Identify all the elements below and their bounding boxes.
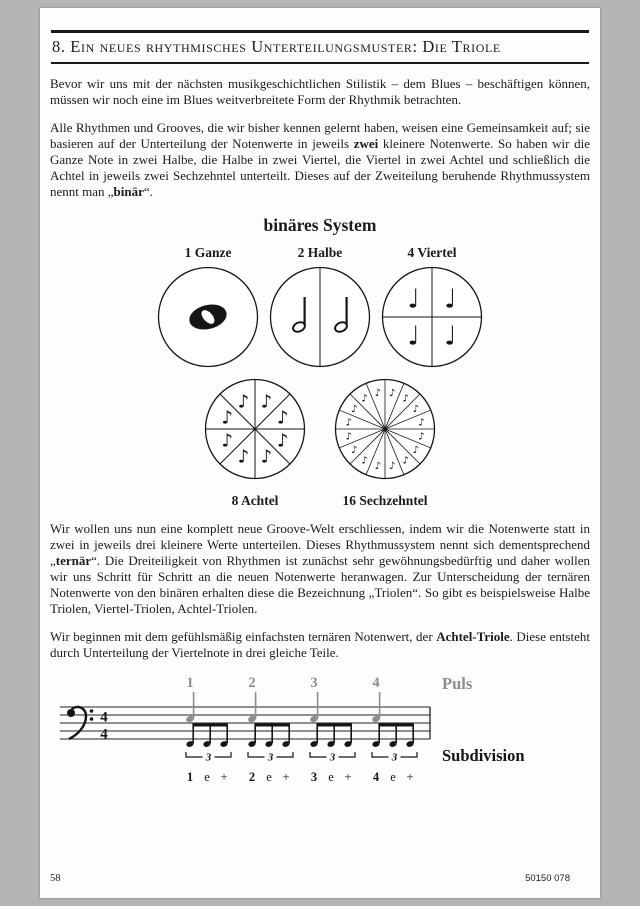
sixteenth-note-icon: ♪ bbox=[361, 455, 368, 467]
triplet-bracket bbox=[277, 752, 294, 757]
beat-number: 3 bbox=[310, 675, 318, 691]
paragraph-blues-intro bbox=[50, 76, 590, 108]
eighth-notes-circle bbox=[203, 377, 307, 486]
triplet-number: 3 bbox=[267, 751, 274, 764]
chapter-heading-block bbox=[51, 30, 589, 64]
page-number: 58 bbox=[50, 873, 61, 884]
note-circles-row-bottom bbox=[50, 377, 590, 509]
text-segment: Alle Rhythmen und Grooves, die wir bisher kennen gelernt haben, weisen eine Gemeinsamkeit auf; sie basieren auf der Unterteilung der Notenwerte in jeweils bbox=[50, 120, 590, 151]
chapter-title: 8. Ein neues rhythmisches Unterteilungsmuster: Die Triole bbox=[52, 37, 501, 56]
beat-number: 2 bbox=[248, 675, 256, 691]
quarter-note-icon: ♩ bbox=[444, 321, 457, 352]
sixteenth-note-icon: ♪ bbox=[345, 431, 352, 443]
sixteenth-note-icon: ♪ bbox=[412, 445, 419, 457]
counting-syllable: + bbox=[406, 770, 414, 784]
counting-syllable: 4 bbox=[372, 770, 380, 784]
page-content bbox=[40, 30, 600, 796]
catalog-number: 50150 078 bbox=[525, 873, 570, 884]
eighth-note-icon: ♪ bbox=[237, 446, 250, 468]
bold-text-segment: binär bbox=[113, 184, 144, 199]
eighth-note-icon: ♪ bbox=[237, 391, 250, 413]
triplet-notation-diagram bbox=[50, 673, 590, 796]
note-circle-svg bbox=[203, 377, 307, 481]
eighth-note-icon: ♪ bbox=[221, 430, 234, 452]
counting-syllable: e bbox=[328, 770, 334, 784]
note-circle-svg bbox=[380, 265, 484, 369]
circle-label-viertel: 4 Viertel bbox=[407, 245, 457, 260]
bold-text-segment: zwei bbox=[353, 136, 379, 151]
paragraph-ternary-system bbox=[50, 521, 590, 617]
triplet-bracket bbox=[310, 752, 327, 757]
book-page bbox=[40, 8, 600, 898]
sixteenth-note-icon: ♪ bbox=[351, 445, 358, 457]
triplet-bracket bbox=[215, 752, 232, 757]
counting-syllable: 1 bbox=[186, 770, 194, 784]
paragraph-binary-system bbox=[50, 120, 590, 200]
quarter-note-icon: ♩ bbox=[407, 284, 420, 315]
sixteenth-note-icon: ♪ bbox=[389, 460, 396, 472]
paragraph-achtel-triole bbox=[50, 629, 590, 661]
counting-syllable: e bbox=[390, 770, 396, 784]
text-segment: kleinere Notenwerte. So haben wir die Ganze Note in zwei Halbe, die Halbe in zwei Viertel, die Viertel in zwei Achtel und schließlich die Achtel in jeweils zwei Sechzehntel unterteilt. Dieses auf der Zweiteilung beruhende Rhythmussystem nennt man „ bbox=[50, 136, 590, 199]
eighth-note-icon: ♪ bbox=[276, 430, 289, 452]
time-signature-bottom: 4 bbox=[100, 726, 108, 743]
sixteenth-note-icon: ♪ bbox=[351, 403, 358, 415]
sixteenth-note-icon: ♪ bbox=[374, 460, 381, 472]
note-circles-row-top bbox=[50, 245, 590, 374]
sixteenth-note-icon: ♪ bbox=[389, 388, 396, 400]
sixteenth-note-icon: ♪ bbox=[418, 417, 425, 429]
sixteenth-note-icon: ♪ bbox=[402, 393, 409, 405]
staff-notation-svg bbox=[50, 673, 570, 791]
eighth-note-icon: ♪ bbox=[276, 407, 289, 429]
circle-block-sechzehntel bbox=[333, 377, 437, 509]
quarter-note-icon: ♩ bbox=[407, 321, 420, 352]
counting-syllable: + bbox=[220, 770, 228, 784]
eighth-note-icon: ♪ bbox=[260, 391, 273, 413]
quarter-notes-circle bbox=[380, 265, 484, 374]
circle-block-halbe bbox=[268, 245, 372, 374]
circle-block-viertel bbox=[380, 245, 484, 374]
circle-label-halbe: 2 Halbe bbox=[297, 245, 343, 260]
sixteenth-note-icon: ♪ bbox=[374, 388, 381, 400]
triplet-bracket bbox=[248, 752, 265, 757]
text-segment: Bevor wir uns mit der nächsten musikgeschichtlichen Stilistik – dem Blues – beschäftigen können, müssen wir noch eine im Blues weitverbreitete Form der Rhythmik betrachten. bbox=[50, 76, 590, 107]
eighth-note-icon: ♪ bbox=[221, 407, 234, 429]
beat-number: 1 bbox=[186, 675, 194, 691]
counting-syllable: e bbox=[204, 770, 210, 784]
sixteenth-note-icon: ♪ bbox=[361, 393, 368, 405]
triplet-number: 3 bbox=[329, 751, 336, 764]
beat-number: 4 bbox=[372, 675, 380, 691]
binary-system-title: binäres System bbox=[263, 215, 377, 235]
sixteenth-note-icon: ♪ bbox=[402, 455, 409, 467]
text-segment: “. bbox=[143, 184, 153, 199]
bold-text-segment: Achtel-Triole bbox=[436, 629, 510, 644]
triplet-bracket bbox=[339, 752, 356, 757]
counting-syllable: 3 bbox=[310, 770, 318, 784]
text-segment: “. Die Dreiteiligkeit von Rhythmen ist zunächst sehr gewöhnungsbedürftig und daher wollen wir uns Schritt für Schritt an die neuen Notenwerte heranwagen. Zur Unterscheidung der ternären Notenwerte von den binären erhalten diese die Bezeichnung „Triolen“. So gibt es beispielsweise Halbe Triolen, Viertel-Triolen, Achtel-Triolen. bbox=[50, 553, 590, 616]
pulse-label: Puls bbox=[442, 674, 473, 693]
circle-block-ganze bbox=[156, 245, 260, 374]
counting-syllable: + bbox=[282, 770, 290, 784]
time-signature-top: 4 bbox=[100, 709, 108, 726]
subdivision-label: Subdivision bbox=[442, 746, 525, 765]
sixteenth-note-icon: ♪ bbox=[418, 431, 425, 443]
counting-syllable: e bbox=[266, 770, 272, 784]
circle-label-sechzehntel: 16 Sechzehntel bbox=[342, 493, 428, 508]
sixteenth-note-icon: ♪ bbox=[412, 403, 419, 415]
note-circle-svg bbox=[333, 377, 437, 481]
triplet-bracket bbox=[186, 752, 203, 757]
sixteenth-notes-circle bbox=[333, 377, 437, 486]
text-segment: Wir wollen uns nun eine komplett neue Groove-Welt erschliessen, indem wir die Notenwerte statt in zwei in jeweils drei kleinere Werte unterteilen. Dieses Rhythmussystem nennt sich dementsprechend „ bbox=[50, 521, 590, 568]
text-segment: Wir beginnen mit dem gefühlsmäßig einfachsten ternären Notenwert, der bbox=[50, 629, 437, 644]
note-circle-svg bbox=[268, 265, 372, 369]
half-notes-circle bbox=[268, 265, 372, 374]
triplet-number: 3 bbox=[391, 751, 398, 764]
bold-text-segment: ternär bbox=[55, 553, 92, 568]
whole-note-circle bbox=[156, 265, 260, 374]
text-segment: . Diese entsteht durch Unterteilung der Viertelnote in drei gleiche Teile. bbox=[50, 629, 590, 660]
counting-syllable: + bbox=[344, 770, 352, 784]
eighth-note-icon: ♪ bbox=[260, 446, 273, 468]
page-footer bbox=[50, 873, 570, 884]
triplet-bracket bbox=[401, 752, 418, 757]
quarter-note-icon: ♩ bbox=[444, 284, 457, 315]
counting-syllable: 2 bbox=[248, 770, 256, 784]
note-circle-svg bbox=[156, 265, 260, 369]
triplet-number: 3 bbox=[205, 751, 212, 764]
circle-label-achtel: 8 Achtel bbox=[231, 493, 279, 508]
circle-label-ganze: 1 Ganze bbox=[184, 245, 232, 260]
circle-block-achtel bbox=[203, 377, 307, 509]
sixteenth-note-icon: ♪ bbox=[345, 417, 352, 429]
triplet-bracket bbox=[372, 752, 389, 757]
